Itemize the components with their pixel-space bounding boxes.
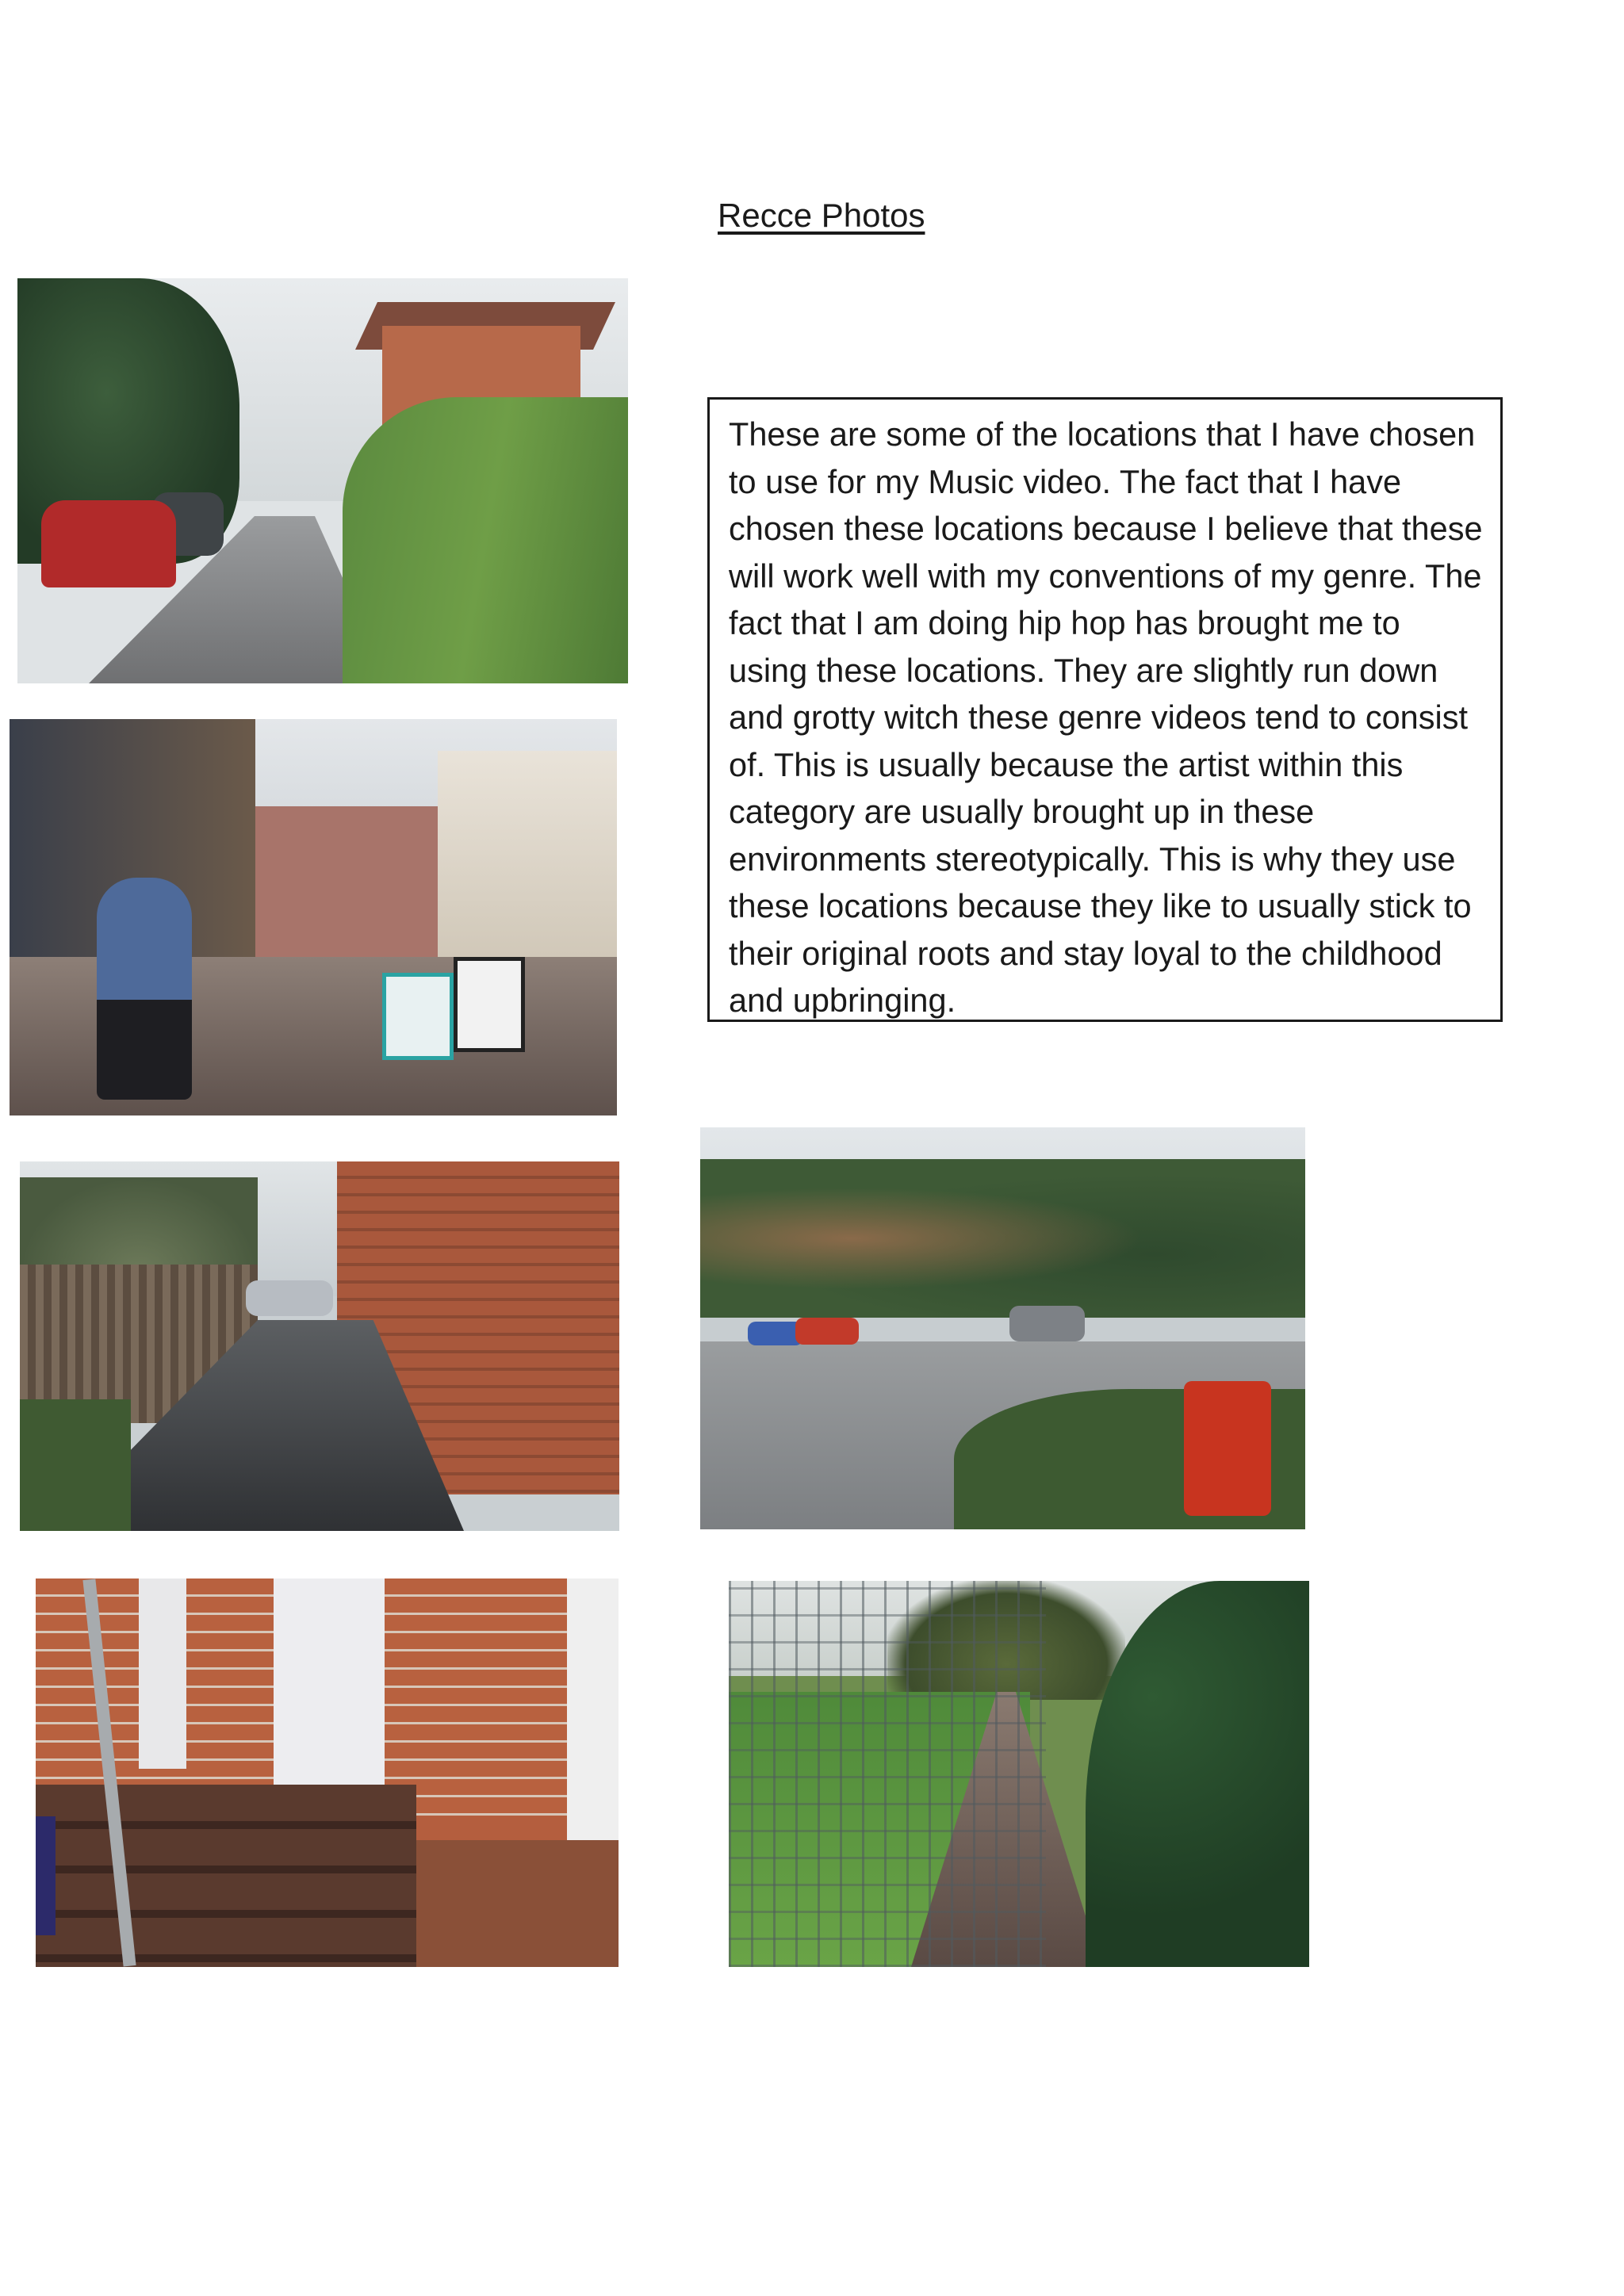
photo-fenced-footpath: [729, 1581, 1309, 1967]
photo-car-park: [700, 1127, 1305, 1529]
page-title: Recce Photos: [718, 197, 925, 234]
photo-brick-steps: [36, 1578, 619, 1967]
description-text-box: These are some of the locations that I have chosen to use for my Music video. The fact that I have chosen these locations because I believe that these will work well with my conventions of my genre. The fact that I am doing hip hop has brought me to using these locations. They are slightly run down and grotty witch these genre videos tend to consist of. This is usually because the artist within this category are usually brought up in these environments stereotypically. This is why they use these locations because they like to usually stick to their original roots and stay loyal to the childhood and upbringing.: [707, 397, 1503, 1022]
photo-lane-hedge: [17, 278, 628, 683]
photo-high-street: [10, 719, 617, 1115]
photo-path-brick-wall: [20, 1161, 619, 1531]
